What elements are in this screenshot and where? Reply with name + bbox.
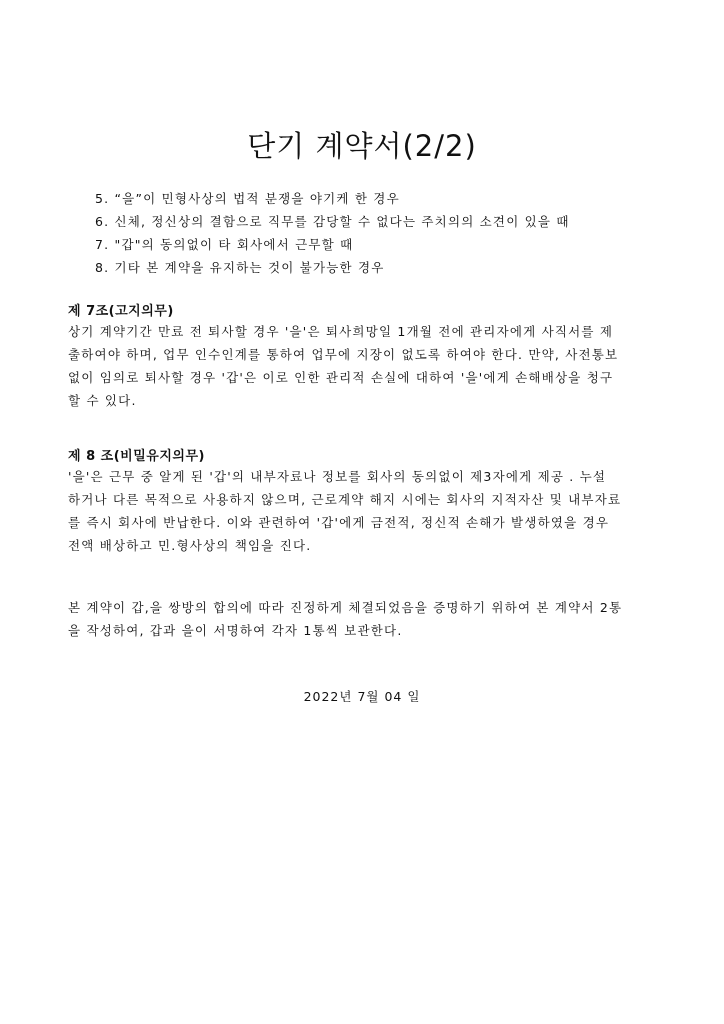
- paragraph-line: 본 계약이 갑,을 쌍방의 합의에 따라 진정하게 체결되었음을 증명하기 위하여 본 계약서 2통: [68, 600, 623, 615]
- closing-paragraph: [68, 596, 658, 642]
- paragraph-line: 을 작성하여, 갑과 을이 서명하여 각자 1통씩 보관한다.: [68, 623, 403, 638]
- list-item: 5. “을”이 민형사상의 법적 분쟁을 야기케 한 경우: [95, 191, 400, 206]
- article8-paragraph: [68, 465, 658, 557]
- termination-conditions-list: [95, 187, 570, 279]
- list-item: 6. 신체, 정신상의 결함으로 직무를 감당할 수 없다는 주치의의 소견이 있을 때: [95, 214, 570, 229]
- paragraph-line: 없이 임의로 퇴사할 경우 '갑'은 이로 인한 관리적 손실에 대하여 '을'에게 손해배상을 청구: [68, 370, 614, 385]
- list-item: 7. "갑"의 동의없이 타 회사에서 근무할 때: [95, 237, 354, 252]
- paragraph-line: 전액 배상하고 민.형사상의 책임을 진다.: [68, 538, 312, 553]
- article7-title: 제 7조(고지의무): [68, 304, 174, 319]
- paragraph-line: '을'은 근무 중 알게 된 '갑'의 내부자료나 정보를 회사의 동의없이 제3자에게 제공 . 누설: [68, 469, 607, 484]
- paragraph-line: 하거나 다른 목적으로 사용하지 않으며, 근로계약 해지 시에는 회사의 지적자산 및 내부자료: [68, 492, 622, 507]
- list-item: 8. 기타 본 계약을 유지하는 것이 불가능한 경우: [95, 260, 385, 275]
- contract-date: 2022년 7월 04 일: [303, 689, 421, 704]
- article8-title: 제 8 조(비밀유지의무): [68, 449, 205, 464]
- paragraph-line: 할 수 있다.: [68, 393, 137, 408]
- paragraph-line: 출하여야 하며, 업무 인수인계를 통하여 업무에 지장이 없도록 하여야 한다. 만약, 사전통보: [68, 347, 619, 362]
- paragraph-line: 상기 계약기간 만료 전 퇴사할 경우 '을'은 퇴사희망일 1개월 전에 관리자에게 사직서를 제: [68, 324, 614, 339]
- article7-paragraph: [68, 320, 658, 412]
- document-title: 단기 계약서(2/2): [247, 129, 477, 163]
- paragraph-line: 를 즉시 회사에 반납한다. 이와 관련하여 '갑'에게 금전적, 정신적 손해가 발생하였을 경우: [68, 515, 610, 530]
